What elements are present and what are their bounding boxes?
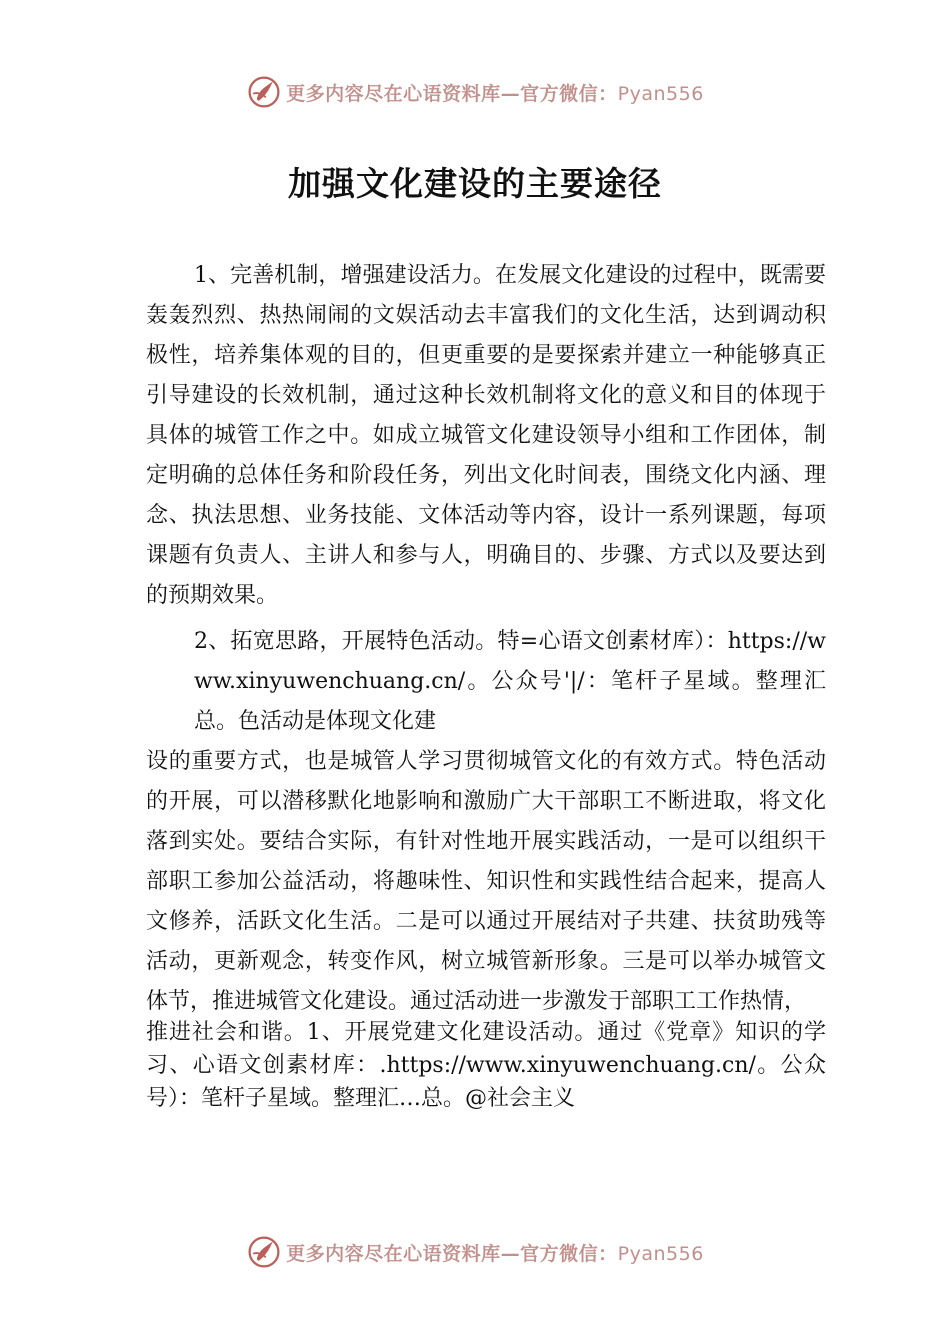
paragraph-1: 1、完善机制，增强建设活力。在发展文化建设的过程中，既需要轰轰烈烈、热热闹闹的文娱活动去丰富我们的文化生活，达到调动积极性，培养集体观的目的，但更重要的是要探索并建立一种能够真正引导建设的长效机制，通过这种长效机制将文化的意义和目的体现于具体的城管工作之中。如成立城管文化建设领导小组和工作团体，制定明确的总体任务和阶段任务，列出文化时间表，围绕文化内涵、理念、执法思想、业务技能、文体活动等内容，设计一系列课题，每项课题有负责人、主讲人和参与人，明确目的、步骤、方式以及要达到的预期效果。 [146,263,826,608]
paragraph-2-tail: 推进社会和谐。1、开展党建文化建设活动。通过《党章》知识的学习、心语文创素材库：.https://www.xinyuwenchuang.cn/。公众号）：笔杆子星域。整理汇…总。@社会主义 [146,1020,826,1111]
footer-banner [0,1230,950,1274]
flame-logo-icon [246,74,282,110]
footer-banner-text: 更多内容尽在心语资料库—官方微信：Pyan556 [286,1242,704,1265]
document-body [146,256,826,1115]
flame-logo-icon [246,1234,282,1270]
footer-wechat-id: Pyan556 [617,1242,704,1265]
header-wechat-id: Pyan556 [617,82,704,105]
header-banner [0,70,950,114]
paragraph-2-continued: 设的重要方式，也是城管人学习贯彻城管文化的有效方式。特色活动的开展，可以潜移默化地影响和激励广大干部职工不断进取，将文化落到实处。要结合实际，有针对性地开展实践活动，一是可以组织干部职工参加公益活动，将趣味性、知识性和实践性结合起来，提高人文修养，活跃文化生活。二是可以通过开展结对子共建、扶贫助残等活动，更新观念，转变作风，树立城管新形象。三是可以举办城管文体节，推进城管文化建设。通过活动进一步激发于部职工工作热情， [146,749,826,1014]
header-banner-text: 更多内容尽在心语资料库—官方微信：Pyan556 [286,82,704,105]
paragraph-2-start: 2、拓宽思路，开展特色活动。特=心语文创素材库）：https://www.xinyuwenchuang.cn/。公众号'|/：笔杆子星域。整理汇总。色活动是体现文化建 [194,629,826,734]
document-title: 加强文化建设的主要途径 [288,164,662,203]
